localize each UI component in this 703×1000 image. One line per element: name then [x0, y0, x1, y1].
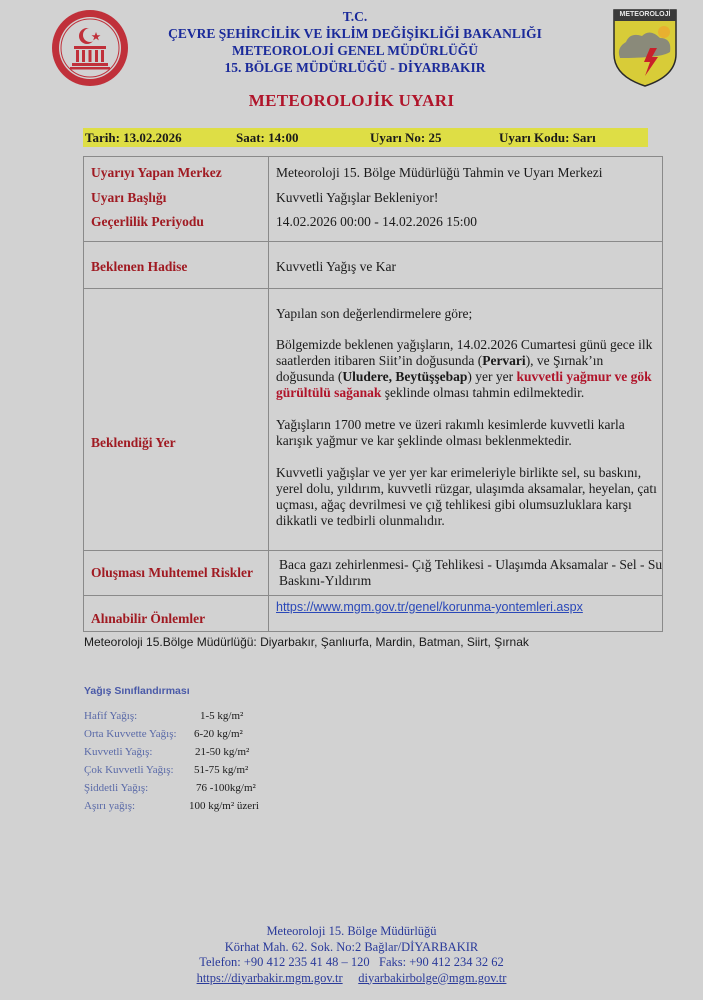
measures-label: Alınabilir Önlemler [91, 611, 206, 626]
event-value: Kuvvetli Yağış ve Kar [276, 259, 396, 274]
rain-class-value: 100 kg/m² üzeri [189, 800, 259, 812]
rain-class-value: 6-20 kg/m² [194, 728, 243, 740]
warning-number: Uyarı No: 25 [370, 130, 442, 145]
heading-value: Kuvvetli Yağışlar Bekleniyor! [276, 190, 439, 205]
risk-value: Baca gazı zehirlenmesi- Çığ Tehlikesi - Ulaşımda Aksamalar - Sel - Su Baskını-Yıldırım [279, 557, 663, 588]
header-tc: T.C. [342, 9, 368, 24]
rain-class-name: Şiddetli Yağış: [84, 782, 149, 794]
ministry-seal-icon [50, 8, 130, 88]
warning-time: Saat: 14:00 [236, 130, 299, 145]
warning-title: METEOROLOJİK UYARI [248, 91, 455, 110]
rain-class-value: 1-5 kg/m² [200, 710, 244, 722]
measures-link[interactable]: https://www.mgm.gov.tr/genel/korunma-yontemleri.aspx [276, 600, 583, 614]
header-region: 15. BÖLGE MÜDÜRLÜĞÜ - DİYARBAKIR [224, 60, 486, 75]
table-row [84, 550, 662, 595]
warning-code: Uyarı Kodu: Sarı [499, 130, 596, 145]
rain-class-value: 21-50 kg/m² [195, 746, 250, 758]
place-paragraph-1: Yapılan son değerlendirmelere göre; [276, 306, 473, 321]
rain-class-name: Kuvvetli Yağış: [84, 746, 153, 758]
region-provinces: Meteoroloji 15.Bölge Müdürlüğü: Diyarbakır, Şanlıurfa, Mardin, Batman, Siirt, Şırnak [84, 635, 529, 649]
place-paragraph-2: Bölgemizde beklenen yağışların, 14.02.2026 Cumartesi günü gece ilk saatlerden itibaren Siit’in doğusunda (Pervari), ve Şırnak’ın doğusunda (Uludere, Beytüşşebap) yer yer kuvvetli yağmur ve gök gürültülü sağanak şeklinde olması tahmin edilmektedir. [276, 337, 653, 400]
center-value: Meteoroloji 15. Bölge Müdürlüğü Tahmin ve Uyarı Merkezi [276, 165, 603, 180]
table-row [84, 595, 662, 632]
period-value: 14.02.2026 00:00 - 14.02.2026 15:00 [276, 214, 477, 229]
meteorology-logo-text: METEOROLOJİ [619, 11, 671, 18]
table-row [84, 157, 662, 241]
place-paragraph-3: Yağışların 1700 metre ve üzeri rakımlı kesimlerde kuvvetli karla karışık yağmur ve kar şeklinde olması beklenmektedir. [276, 417, 625, 448]
header-ministry: ÇEVRE ŞEHİRCİLİK VE İKLİM DEĞİŞİKLİĞİ BAKANLIĞI [168, 26, 542, 41]
rain-class-name: Hafif Yağış: [84, 710, 138, 722]
rain-class-name: Çok Kuvvetli Yağış: [84, 764, 174, 776]
table-row [84, 288, 662, 550]
header-block [140, 8, 570, 76]
meteorology-shield-icon [610, 8, 680, 88]
footer-phone: Telefon: +90 412 235 41 48 – 120 Faks: +90 412 234 32 62 [199, 955, 504, 969]
event-label: Beklenen Hadise [91, 259, 188, 274]
period-label: Geçerlilik Periyodu [91, 214, 204, 229]
footer-block [0, 924, 703, 986]
footer-address: Körhat Mah. 62. Sok. No:2 Bağlar/DİYARBAKIR [224, 939, 479, 954]
meteorology-logo [610, 8, 680, 88]
footer-website-link[interactable]: https://diyarbakir.mgm.gov.tr [196, 970, 343, 985]
place-paragraph-4: Kuvvetli yağışlar ve yer yer kar erimeleriyle birlikte sel, su baskını, yerel dolu, yıldırım, kuvvetli rüzgar, ulaşımda aksamalar, heyelan, çatı uçması, ağaç devrilmesi ve çığ tehlikesi gibi olumsuzluklara karşı dikkatli ve tedbirli olunmalıdır. [276, 465, 657, 528]
rain-classification-title: Yağış Sınıflandırması [84, 685, 190, 697]
rain-class-name: Orta Kuvvette Yağış: [84, 728, 177, 740]
table-row [84, 241, 662, 288]
place-label: Beklendiği Yer [91, 435, 176, 450]
center-label: Uyarıyı Yapan Merkez [91, 165, 222, 180]
risk-label: Oluşması Muhtemel Riskler [91, 565, 253, 580]
footer-links [0, 971, 703, 987]
footer-email-link[interactable]: diyarbakirbolge@mgm.gov.tr [358, 970, 507, 985]
info-bar [83, 128, 648, 147]
warning-table [83, 156, 663, 632]
header-directorate: METEOROLOJİ GENEL MÜDÜRLÜĞÜ [231, 43, 479, 58]
footer-office: Meteoroloji 15. Bölge Müdürlüğü [266, 924, 437, 938]
rain-class-value: 51-75 kg/m² [194, 764, 249, 776]
warning-date: Tarih: 13.02.2026 [85, 130, 182, 145]
heading-label: Uyarı Başlığı [91, 190, 167, 205]
rain-class-name: Aşırı yağış: [84, 800, 136, 812]
rain-class-value: 76 -100kg/m² [196, 782, 256, 794]
